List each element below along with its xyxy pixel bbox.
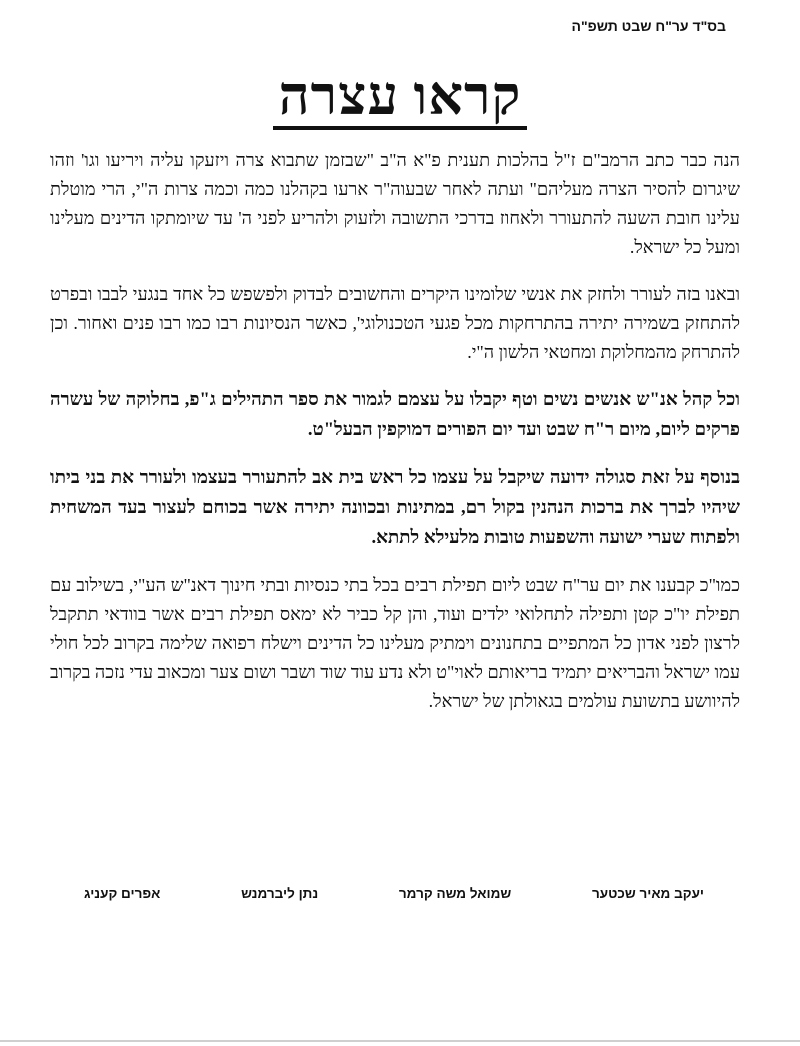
paragraph-1: הנה כבר כתב הרמב"ם ז"ל בהלכות תענית פ"א ה"ב "שבזמן שתבוא צרה ויזעקו עליה ויריעו וגו' וזהו שיגרום להסיר הצרה מעליהם" ועתה לאחר שבעוה"ר ארעו בקהלנו כמה וכמה צרות ה"י, הרי מוטלת עלינו חובת השעה להתעורר ולאחוז בדרכי התשובה ולזעוק ולהריע לפני ה' עד שיומתקו הדינים מעלינו ומעל כל ישראל. [50,150,740,257]
paragraph-2: ובאנו בזה לעורר ולחזק את אנשי שלומינו היקרים והחשובים לבדוק ולפשפש כל אחד בנגעי לבבו ובפרט להתחזק בשמירה יתירה בהתרחקות מכל פגעי הטכנולוגי', כאשר הנסיונות רבו כמו רבו פנים ואחור. וכן להתרחק מהמחלוקת ומחטאי הלשון ה"י. [50,284,740,362]
page-title [0,66,800,126]
paragraph-5: כמו"כ קבענו את יום ער"ח שבט ליום תפילת רבים בכל בתי כנסיות ובתי חינוך דאנ"ש הע"י, בשילוב עם תפילת יו"כ קטן ותפילה לתחלואי ילדים ועוד, והן קל כביר לא ימאס תפילת רבים אשר בוודאי תתקבל לרצון לפני אדון כל המתפיים בתחנונים וימתיק מעלינו כל הדינים וישלח רפואה שלימה בקרוב לכל חולי עמו ישראל והבריאים יתמיד בריאותם לאוי"ט ולא נדע עוד שוד ושבר ושום צער ומכאוב עדי נזכה בקרוב להיוושע בתשועת עולמים בגאולתן של ישראל. [50,575,740,711]
signature-4: אפרים קעניג [84,886,161,901]
paragraph-4: בנוסף על זאת סגולה ידועה שיקבל על עצמו כל ראש בית אב להתעורר בעצמו ולעורר את בני ביתו שיהיו לברך את ברכות הנהנין בקול רם, במתינות ובכוונה יתירה אשר בכוחם לעצור בעד המשחית ולפתוח שערי ישועה והשפעות טובות מלעילא לתתא. [50,468,740,548]
paragraph-3: וכל קהל אנ"ש אנשים נשים וטף יקבלו על עצמם לגמור את ספר התהילים ג"פ, בחלוקה של עשרה פרקים ליום, מיום ר"ח שבט ועד יום הפורים דמוקפין הבעל"ט. [50,390,740,440]
header-date: בס"ד ער"ח שבט תשפ"ה [571,18,726,34]
signature-3: נתן ליברמנש [241,886,319,901]
letter-body [50,146,740,734]
signature-2: שמואל משה קרמר [398,886,512,901]
bottom-divider [0,1040,800,1042]
page-title-text: קראו עצרה [273,66,528,130]
signatures-row [84,886,704,901]
signature-1: יעקב מאיר שכטער [591,886,704,901]
